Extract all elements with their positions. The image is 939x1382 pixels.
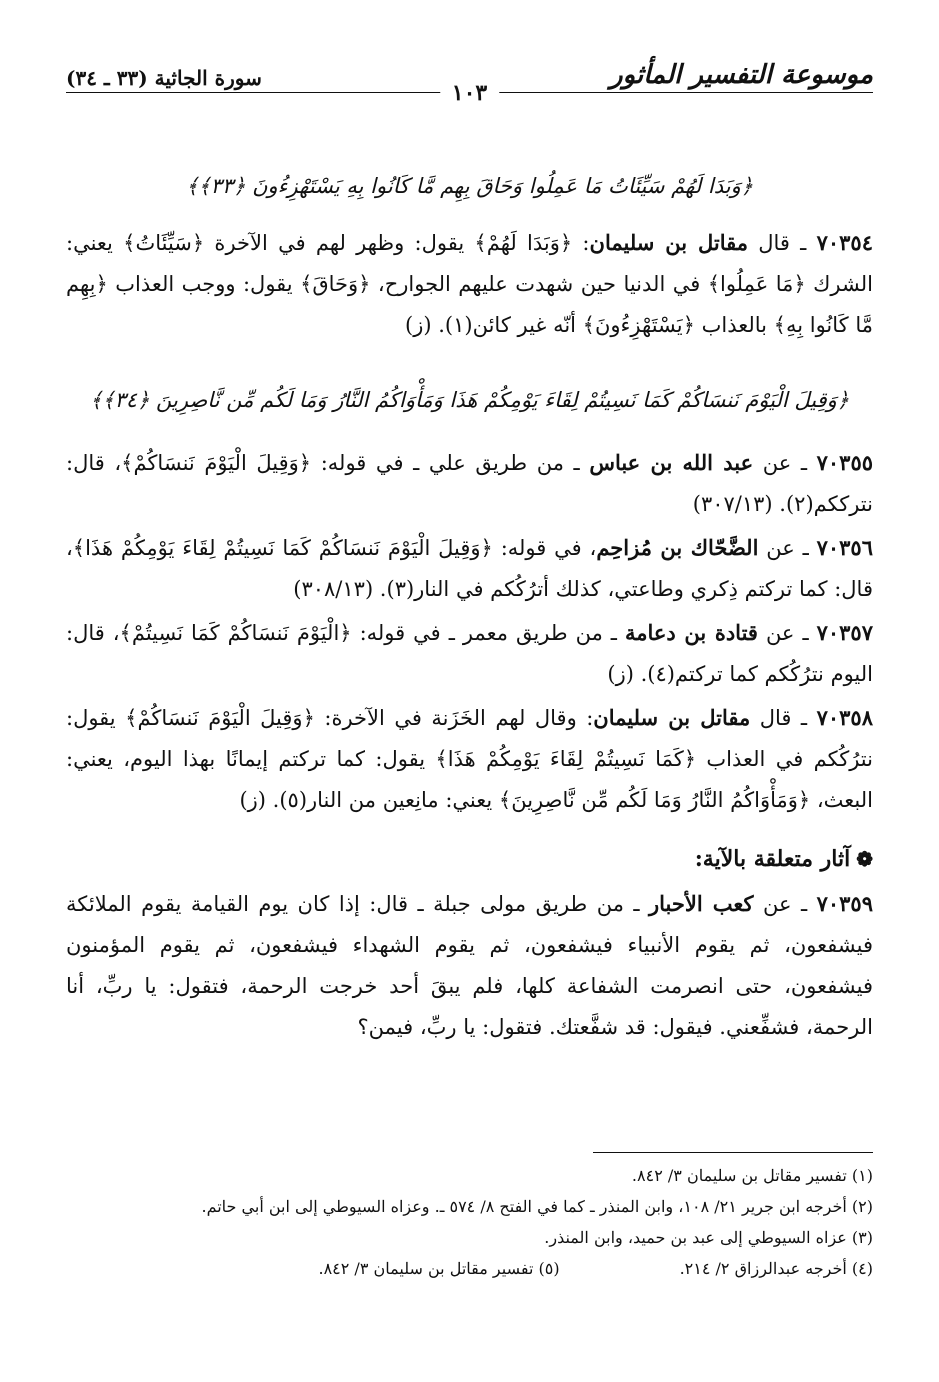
entry-text: ـ من طريق معمر ـ في قوله: ﴿الْيَوْمَ نَنسَاكُمْ كَمَا نَسِيتُمْ﴾، قال: اليوم نترُكُكم كما تركتم(٤). (ز) xyxy=(66,621,873,686)
page-header xyxy=(66,60,873,104)
footnote-divider xyxy=(593,1152,873,1153)
flower-icon: ❁ xyxy=(856,847,873,871)
entry-text: : وقال لهم الخَزَنة في الآخرة: ﴿وَقِيلَ الْيَوْمَ نَنسَاكُمْ﴾ يقول: نترُكُكم في العذاب ﴿كَمَا نَسِيتُمْ لِقَاءَ يَوْمِكُمْ هَذَا﴾ يقول: كما تركتم إيمانًا بهذا اليوم، يعني: البعث، ﴿وَمَأْوَاكُمُ النَّارُ وَمَا لَكُم مِّن نَّاصِرِينَ﴾ يعني: مانِعين من النار(٥). (ز) xyxy=(66,706,873,812)
footnote-row-4-5 xyxy=(66,1253,873,1284)
footnote-4: (٤) أخرجه عبدالرزاق ٢/ ٢١٤. xyxy=(679,1259,873,1278)
entry-number: ٧٠٣٥٥ xyxy=(816,450,874,475)
entry-text: ـ من طريق علي ـ في قوله: ﴿وَقِيلَ الْيَوْمَ نَنسَاكُمْ﴾، قال: نترككم(٢). (٣٠٧/١٣) xyxy=(66,451,873,516)
verse-33: ﴿وَبَدَا لَهُمْ سَيِّئَاتُ مَا عَمِلُوا وَحَاقَ بِهِم مَّا كَانُوا بِهِ يَسْتَهْزِءُونَ ﴿٣٣﴾﴾ xyxy=(185,174,754,198)
entry-number: ٧٠٣٥٦ xyxy=(816,535,873,560)
entry-prefix: ـ عن xyxy=(753,451,817,475)
entry-text: : ﴿وَبَدَا لَهُمْ﴾ يقول: وظهر لهم في الآخرة ﴿سَيِّئَاتُ﴾ يعني: الشرك ﴿مَا عَمِلُوا﴾ في الدنيا حين شهدت عليهم الجوارح، ﴿وَحَاقَ﴾ يقول: ووجب العذاب ﴿بِهِم مَّا كَانُوا بِهِ﴾ بالعذاب ﴿يَسْتَهْزِءُونَ﴾ أنّه غير كائن(١). (ز) xyxy=(66,231,873,337)
entry-prefix: ـ عن xyxy=(753,892,817,916)
entry-number: ٧٠٣٥٤ xyxy=(816,230,873,255)
page-number: ١٠٣ xyxy=(440,80,499,106)
footnote-1: (١) تفسير مقاتل بن سليمان ٣/ ٨٤٢. xyxy=(631,1166,873,1185)
entry-70356 xyxy=(66,527,873,610)
verse-34: ﴿وَقِيلَ الْيَوْمَ نَنسَاكُمْ كَمَا نَسِيتُمْ لِقَاءَ يَوْمِكُمْ هَذَا وَمَأْوَاكُمُ النَّارُ وَمَا لَكُم مِّن نَّاصِرِينَ ﴿٣٤﴾﴾ xyxy=(89,388,850,412)
footnote-2: (٢) أخرجه ابن جرير ٢١/ ١٠٨، وابن المنذر ـ كما في الفتح ٨/ ٥٧٤ ـ. وعزاه السيوطي إلى ابن أبي حاتم. xyxy=(201,1197,873,1216)
entry-number: ٧٠٣٥٧ xyxy=(816,620,873,645)
book-title: موسوعة التفسير المأثور xyxy=(602,60,873,90)
entry-number: ٧٠٣٥٨ xyxy=(816,705,873,730)
narrator-name: كعب الأحبار xyxy=(649,891,754,916)
section-heading xyxy=(66,839,873,879)
section-title-text: آثار متعلقة بالآية: xyxy=(694,846,851,872)
entry-70354 xyxy=(66,222,873,346)
footnotes xyxy=(66,1160,873,1284)
entry-number: ٧٠٣٥٩ xyxy=(816,891,873,916)
narrator-name: عبد الله بن عباس xyxy=(589,450,754,475)
entry-text: ـ من طريق مولى جبلة ـ قال: إذا كان يوم القيامة يقوم الملائكة فيشفعون، ثم يقوم الأنبياء فيشفعون، ثم يقوم الشهداء فيشفعون، ثم يقوم المؤمنون فيشفعون، حتى انصرمت الشفاعة كلها، فلم يبقَ أحد خرجت الرحمة، فتقول: يا ربِّ، أنا الرحمة، فشفِّعني. فيقول: قد شفَّعتك. فتقول: يا ربِّ، فيمن؟ xyxy=(66,892,873,1039)
entry-70359 xyxy=(66,883,873,1048)
narrator-name: الضَّحّاك بن مُزاحِم xyxy=(596,535,759,560)
narrator-name: مقاتل بن سليمان xyxy=(589,230,748,255)
entry-prefix: ـ قال xyxy=(747,231,817,255)
footnote-5: (٥) تفسير مقاتل بن سليمان ٣/ ٨٤٢. xyxy=(318,1259,560,1278)
entry-prefix: ـ عن xyxy=(758,536,817,560)
entry-70358 xyxy=(66,697,873,821)
entry-70355 xyxy=(66,442,873,525)
page-content xyxy=(66,168,873,1050)
narrator-name: مقاتل بن سليمان xyxy=(593,705,751,730)
narrator-name: قتادة بن دعامة xyxy=(624,620,758,645)
entry-text: ، في قوله: ﴿وَقِيلَ الْيَوْمَ نَنسَاكُمْ كَمَا نَسِيتُمْ لِقَاءَ يَوْمِكُمْ هَذَا﴾، قال: كما تركتم ذِكري وطاعتي، كذلك أترُكُكم في النار(٣). (٣٠٨/١٣) xyxy=(66,536,873,601)
surah-title: سورة الجاثية (٣٣ ـ ٣٤) xyxy=(66,66,270,90)
entry-prefix: ـ عن xyxy=(757,621,817,645)
entry-70357 xyxy=(66,612,873,695)
entry-prefix: ـ قال xyxy=(750,706,817,730)
footnote-3: (٣) عزاه السيوطي إلى عبد بن حميد، وابن المنذر. xyxy=(544,1228,873,1247)
